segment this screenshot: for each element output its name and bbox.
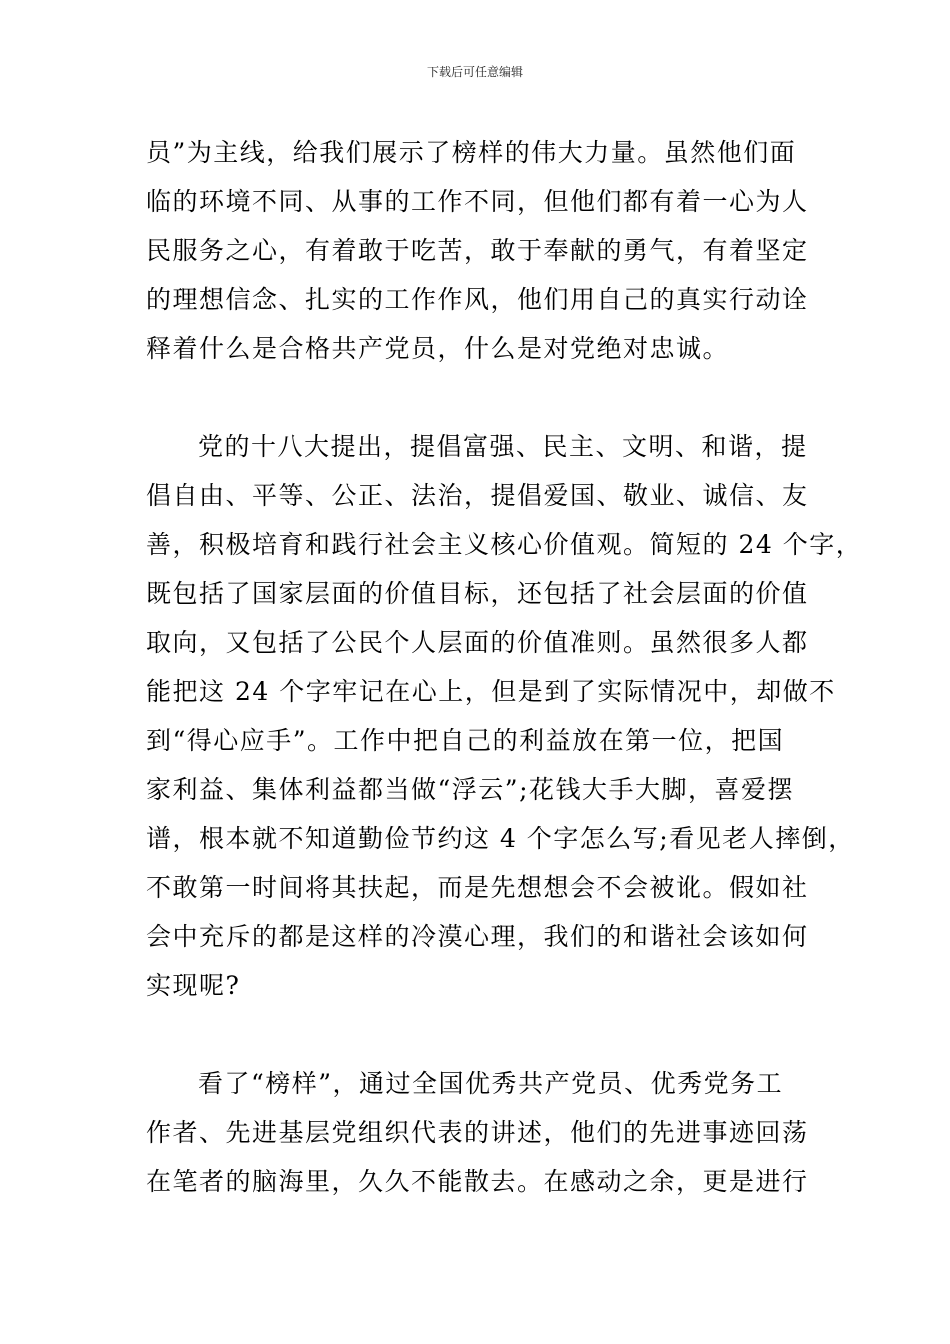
- paragraph-3: [146, 1059, 809, 1206]
- text-line: 谱，根本就不知道勤俭节约这 4 个字怎么写;看见老人摔倒，: [146, 824, 855, 853]
- text-line: 释着什么是合格共产党员，什么是对党绝对忠诚。: [146, 334, 730, 363]
- text-line: 民服务之心，有着敢于吃苦，敢于奉献的勇气，有着坚定: [146, 236, 809, 265]
- text-line: 善，积极培育和践行社会主义核心价值观。简短的 24 个字，: [146, 530, 863, 559]
- page-header: 下载后可任意编辑: [426, 65, 523, 79]
- text-line: 员”为主线，给我们展示了榜样的伟大力量。虽然他们面: [146, 138, 797, 167]
- text-line: 到“得心应手”。工作中把自己的利益放在第一位，把国: [146, 726, 785, 755]
- document-body: [146, 128, 863, 1206]
- paragraph-gap: [146, 373, 806, 422]
- text-line: 临的环境不同、从事的工作不同，但他们都有着一心为人: [146, 187, 809, 216]
- text-line: 取向，又包括了公民个人层面的价值准则。虽然很多人都: [146, 628, 809, 657]
- text-line: 在笔者的脑海里，久久不能散去。在感动之余，更是进行: [146, 1167, 809, 1196]
- text-line: 党的十八大提出，提倡富强、民主、文明、和谐，提: [198, 432, 808, 461]
- text-line: 的理想信念、扎实的工作作风，他们用自己的真实行动诠: [146, 285, 809, 314]
- text-line: 实现呢?: [146, 971, 241, 1000]
- text-line: 看了“榜样”，通过全国优秀共产党员、优秀党务工: [198, 1069, 784, 1098]
- text-line: 会中充斥的都是这样的冷漠心理，我们的和谐社会该如何: [146, 922, 809, 951]
- text-line: 不敢第一时间将其扶起，而是先想想会不会被讹。假如社: [146, 873, 809, 902]
- text-line: 既包括了国家层面的价值目标，还包括了社会层面的价值: [146, 579, 809, 608]
- paragraph-1: [146, 128, 809, 373]
- text-line: 家利益、集体利益都当做“浮云”;花钱大手大脚，喜爱摆: [146, 775, 794, 804]
- text-line: 能把这 24 个字牢记在心上，但是到了实际情况中，却做不: [146, 677, 836, 706]
- text-line: 倡自由、平等、公正、法治，提倡爱国、敬业、诚信、友: [146, 481, 809, 510]
- text-line: 作者、先进基层党组织代表的讲述，他们的先进事迹回荡: [146, 1118, 809, 1147]
- paragraph-2: [146, 422, 863, 1010]
- paragraph-gap: [146, 1010, 806, 1059]
